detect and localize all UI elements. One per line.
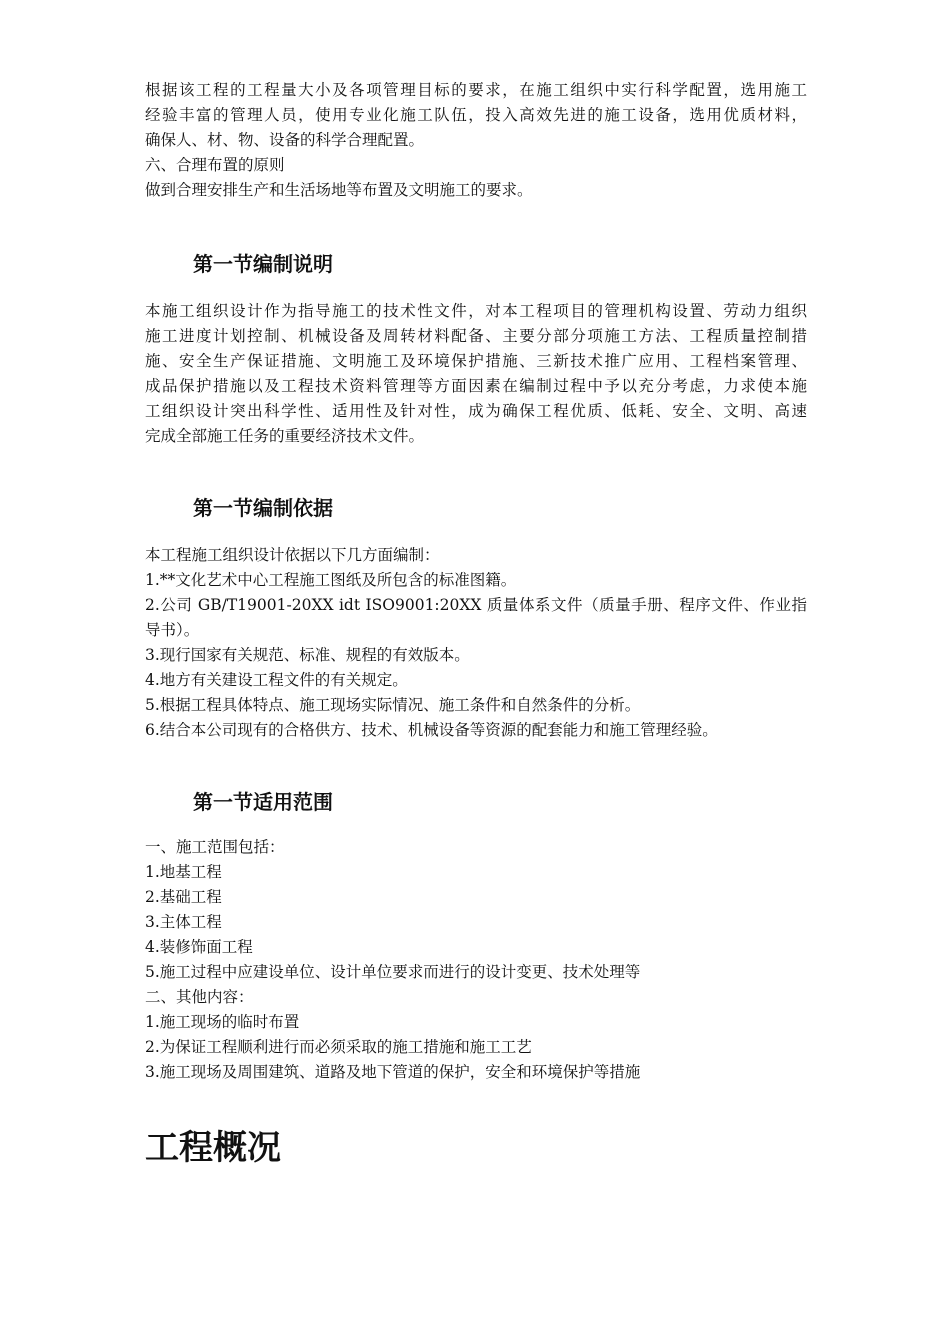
document-page (145, 78, 807, 1171)
text-line: 经验丰富的管理人员，使用专业化施工队伍，投入高效先进的施工设备，选用优质材料， (145, 106, 807, 124)
list-item: 2.公司 GB/T19001-20XX idt ISO9001:20XX 质量体系文件（质量手册、程序文件、作业指 (145, 596, 807, 614)
list-item: 2.为保证工程顺利进行而必须采取的施工措施和施工工艺 (145, 1038, 532, 1056)
section-title-explain: 第一节编制说明 (193, 252, 333, 276)
list-item: 3.主体工程 (145, 913, 222, 931)
list-item: 二、其他内容： (145, 988, 254, 1006)
scope-list (145, 835, 807, 1085)
text-line: 根据该工程的工程量大小及各项管理目标的要求，在施工组织中实行科学配置，选用施工 (145, 81, 807, 99)
list-item: 1.地基工程 (145, 863, 222, 881)
text-line: 确保人、材、物、设备的科学合理配置。 (145, 131, 425, 149)
basis-lead: 本工程施工组织设计依据以下几方面编制： (145, 546, 440, 564)
text-line: 本施工组织设计作为指导施工的技术性文件，对本工程项目的管理机构设置、劳动力组织 (145, 302, 807, 320)
text-line: 工组织设计突出科学性、适用性及针对性，成为确保工程优质、低耗、安全、文明、高速 (145, 402, 807, 420)
text-line: 施工进度计划控制、机械设备及周转材料配备、主要分部分项施工方法、工程质量控制措 (145, 327, 807, 345)
text-line: 成品保护措施以及工程技术资料管理等方面因素在编制过程中予以充分考虑，力求使本施 (145, 377, 807, 395)
list-item: 6.结合本公司现有的合格供方、技术、机械设备等资源的配套能力和施工管理经验。 (145, 721, 718, 739)
list-item: 1.施工现场的临时布置 (145, 1013, 300, 1031)
intro-paragraph (145, 78, 807, 153)
explain-paragraph (145, 299, 807, 449)
basis-list (145, 543, 807, 743)
chapter-title-overview: 工程概况 (145, 1128, 281, 1168)
intro-block (145, 78, 807, 203)
list-item: 3.现行国家有关规范、标准、规程的有效版本。 (145, 646, 470, 664)
list-item: 3.施工现场及周围建筑、道路及地下管道的保护，安全和环境保护等措施 (145, 1063, 641, 1081)
principle-text: 做到合理安排生产和生活场地等布置及文明施工的要求。 (145, 181, 533, 199)
principle-heading: 六、合理布置的原则 (145, 156, 285, 174)
list-item: 一、施工范围包括： (145, 838, 285, 856)
list-item: 导书）。 (145, 621, 200, 639)
section-title-scope: 第一节适用范围 (193, 790, 333, 814)
text-line: 施、安全生产保证措施、文明施工及环境保护措施、三新技术推广应用、工程档案管理、 (145, 352, 807, 370)
list-item: 5.根据工程具体特点、施工现场实际情况、施工条件和自然条件的分析。 (145, 696, 641, 714)
section-title-basis: 第一节编制依据 (193, 496, 333, 520)
list-item: 4.地方有关建设工程文件的有关规定。 (145, 671, 408, 689)
list-item: 5.施工过程中应建设单位、设计单位要求而进行的设计变更、技术处理等 (145, 963, 641, 981)
list-item: 2.基础工程 (145, 888, 222, 906)
text-line: 完成全部施工任务的重要经济技术文件。 (145, 427, 425, 445)
list-item: 4.装修饰面工程 (145, 938, 253, 956)
list-item: 1.**文化艺术中心工程施工图纸及所包含的标准图籍。 (145, 571, 517, 589)
